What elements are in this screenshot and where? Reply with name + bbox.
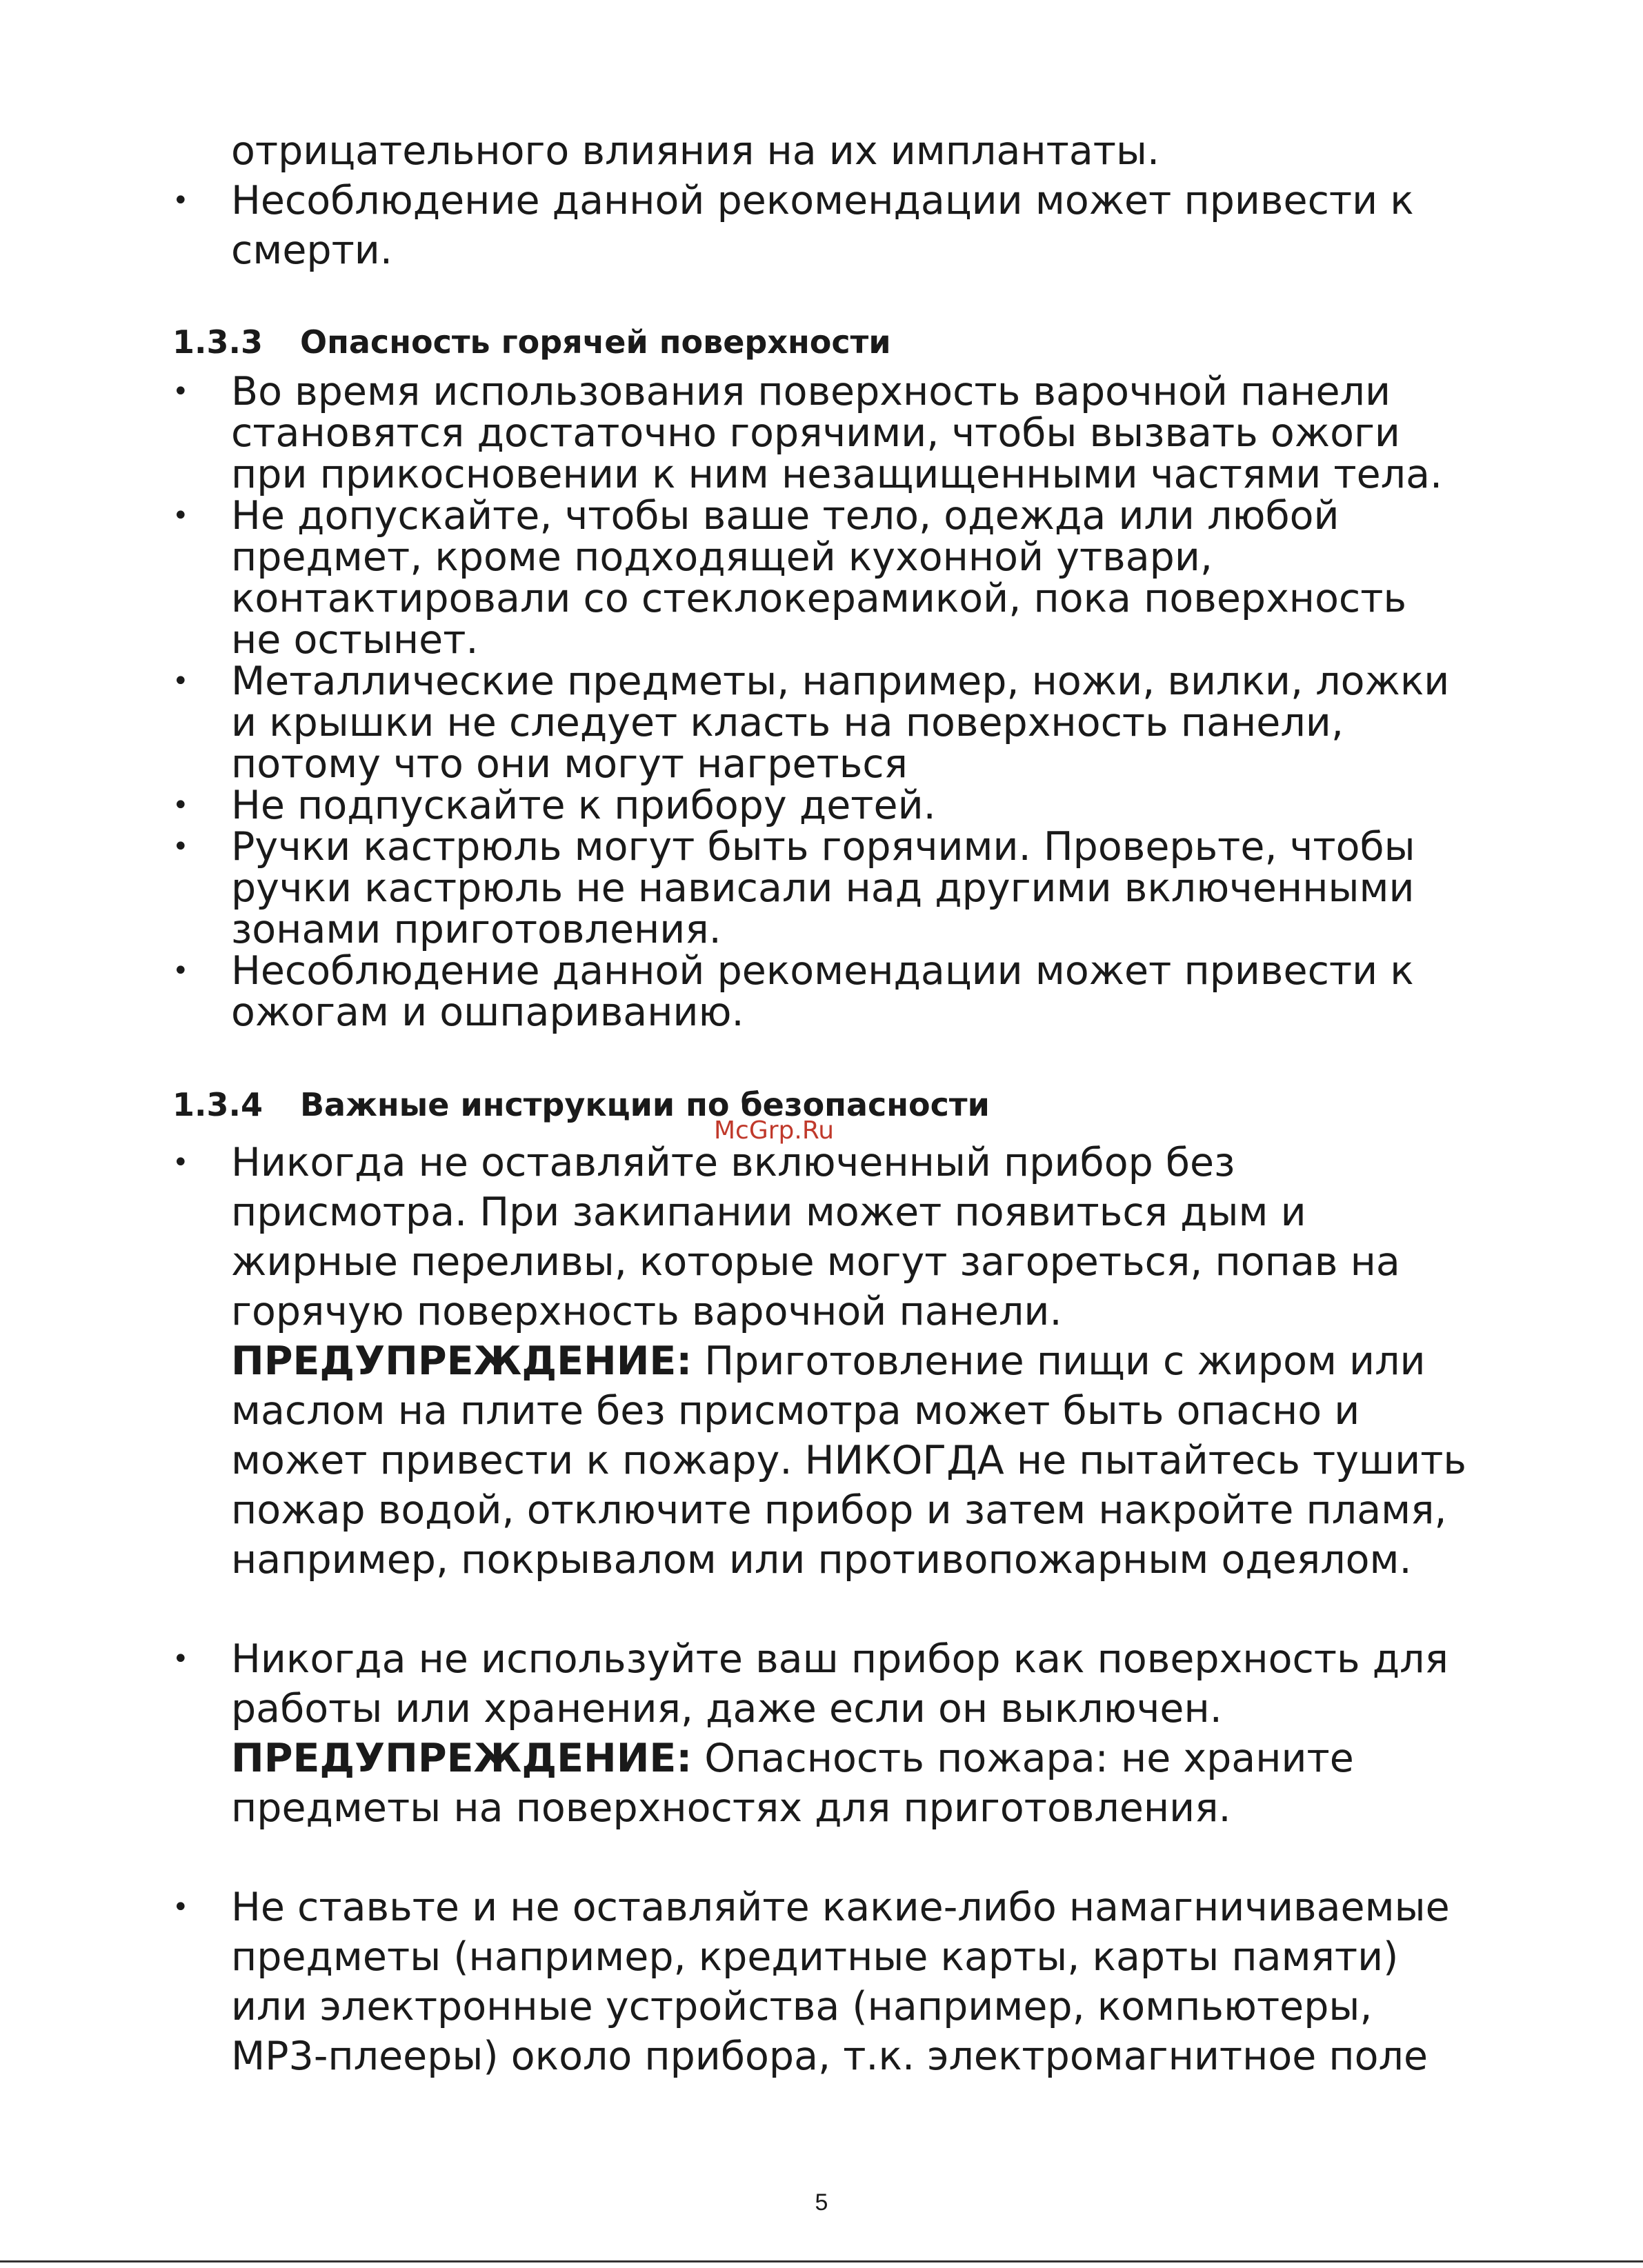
section-heading-1-3-4 xyxy=(172,1084,990,1125)
section-title: Опасность горячей поверхности xyxy=(300,323,891,361)
bullet-icon: • xyxy=(172,185,189,217)
bullet-icon: • xyxy=(172,1643,189,1675)
list-item: • Несоблюдение данной рекомендации может привести к смерти. xyxy=(172,176,1483,275)
page-bottom-divider xyxy=(0,2260,1643,2262)
section-heading-1-3-3 xyxy=(172,321,891,363)
bullet-icon: • xyxy=(172,1891,189,1923)
list-item: • Никогда не используйте ваш прибор как поверхность для работы или хранения, даже если он выключен. ПРЕДУПРЕЖДЕНИЕ: Опасность пожара: не храните предметы на поверхностях для приготовления. xyxy=(172,1634,1483,1833)
warning-line: ПРЕДУПРЕЖДЕНИЕ: Приготовление пищи с жиром или xyxy=(231,1338,1426,1384)
list-item: • Несоблюдение данной рекомендации может привести к ожогам и ошпариванию. xyxy=(172,948,1414,1035)
list-item: • Металлические предметы, например, ножи, вилки, ложки и крышки не следует класть на поверхность панели, потому что они могут нагреться xyxy=(172,659,1450,787)
section-number: 1.3.3 xyxy=(172,323,263,361)
warning-label: ПРЕДУПРЕЖДЕНИЕ: xyxy=(231,1736,693,1781)
list-item: • Не подпускайте к прибору детей. xyxy=(172,783,936,828)
list-item: • Во время использования поверхность варочной панели становятся достаточно горячими, чтобы вызвать ожоги при прикосновении к ним незащищенными частями тела. xyxy=(172,369,1443,497)
list-item: • Никогда не оставляйте включенный прибор без присмотра. При закипании может появиться дым и жирные переливы, которые могут загореться, попав на горячую поверхность варочной панели. ПРЕДУПРЕЖДЕНИЕ: Приготовление пищи с жиром или маслом на плите без присмотра может быть опасно и может привести к пожару. НИКОГДА не пытайтесь тушить пожар водой, отключите прибор и затем накройте пламя, например, покрывалом или противопожарным одеялом. xyxy=(172,1138,1483,1585)
section-1-3-3-list xyxy=(172,371,1483,1033)
section-number: 1.3.4 xyxy=(172,1086,263,1123)
page-number: 5 xyxy=(815,2189,828,2216)
bullet-icon: • xyxy=(172,376,189,408)
bullet-icon: • xyxy=(172,831,189,863)
continuation-text: отрицательного влияния на их имплантаты. xyxy=(231,128,1160,174)
section-1-3-4-list xyxy=(172,1138,1483,2131)
bullet-icon: • xyxy=(172,955,189,987)
list-item: • Ручки кастрюль могут быть горячими. Проверьте, чтобы ручки кастрюль не нависали над другими включенными зонами приготовления. xyxy=(172,824,1415,952)
warning-label: ПРЕДУПРЕЖДЕНИЕ: xyxy=(231,1338,693,1384)
warning-line: ПРЕДУПРЕЖДЕНИЕ: Опасность пожара: не храните xyxy=(231,1736,1354,1781)
list-item: • Не допускайте, чтобы ваше тело, одежда или любой предмет, кроме подходящей кухонной утвари, контактировали со стеклокерамикой, пока поверхность не остынет. xyxy=(172,493,1407,663)
bullet-icon: • xyxy=(172,500,189,532)
bullet-icon: • xyxy=(172,1147,189,1178)
section-title: Важные инструкции по безопасности xyxy=(300,1086,990,1123)
bullet-icon: • xyxy=(172,790,189,821)
bullet-icon: • xyxy=(172,665,189,697)
intro-block xyxy=(172,126,1483,275)
list-item: • Не ставьте и не оставляйте какие-либо намагничиваемые предметы (например, кредитные карты, карты памяти) или электронные устройства (например, компьютеры, MP3-плееры) около прибора, т.к. электромагнитное поле xyxy=(172,1883,1483,2081)
intro-list xyxy=(172,176,1483,275)
watermark: McGrp.Ru xyxy=(714,1116,835,1145)
